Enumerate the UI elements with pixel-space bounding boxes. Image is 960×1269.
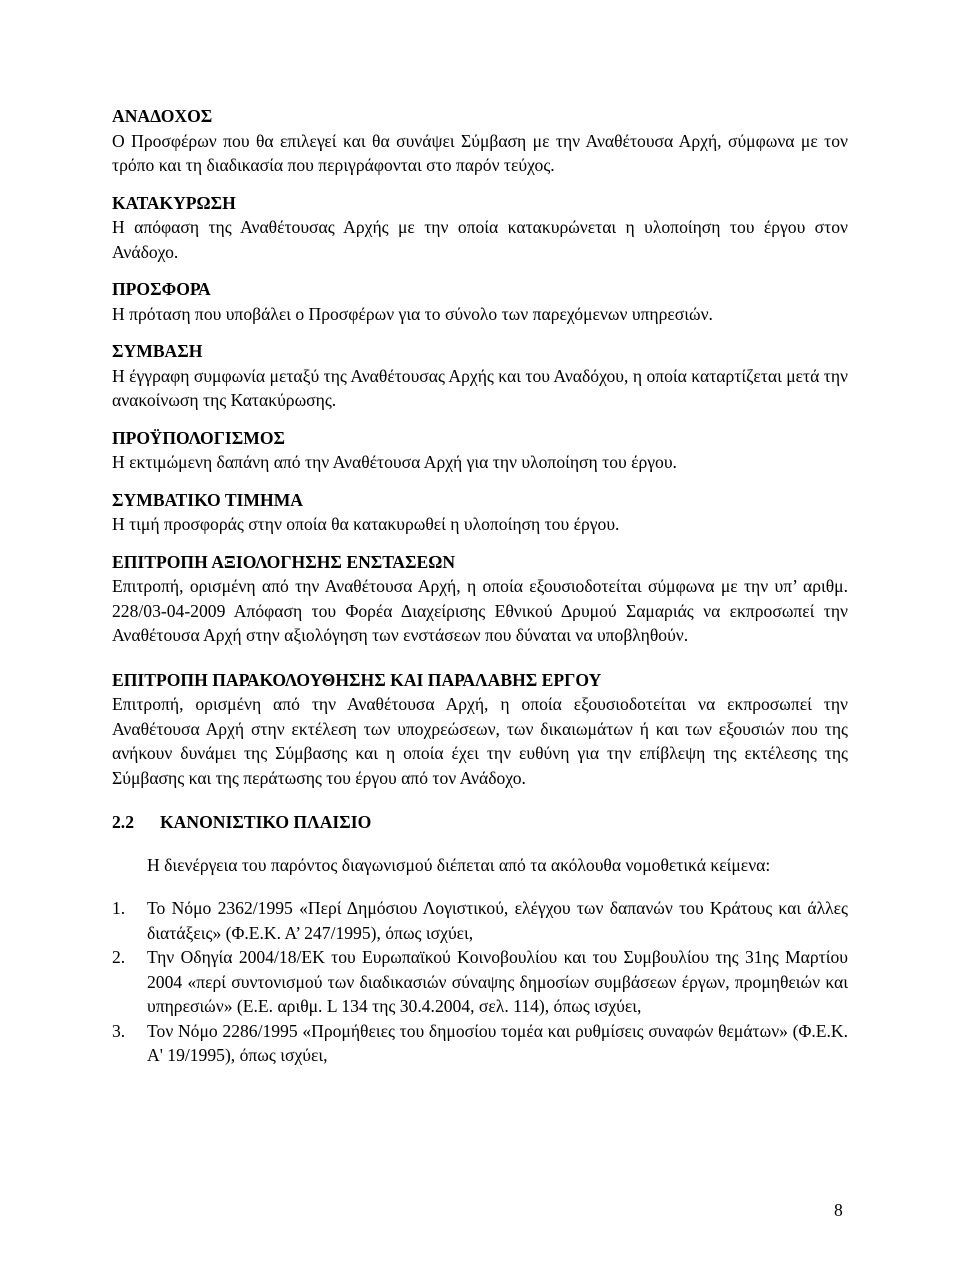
list-item-number: 1. [112,898,126,918]
definition-text: Η έγγραφη συμφωνία μεταξύ της Αναθέτουσας Αρχής και του Αναδόχου, η οποία καταρτίζεται μετά την ανακοίνωση της Κατακύρωσης. [112,365,848,410]
definition-term: ΠΡΟΫΠΟΛΟΓΙΣΜΟΣ [112,427,286,448]
definition-symvatiko-timima [112,488,848,537]
definition-text: Επιτροπή, ορισμένη από την Αναθέτουσα Αρχή, η οποία εξουσιοδοτείται σύμφωνα με την υπ’ αριθμ. 228/03-04-2009 Απόφαση του Φορέα Διαχείρισης Εθνικού Δρυμού Σαμαριάς να εκπροσωπεί την Αναθέτουσα Αρχή στην αξιολόγηση των ενστάσεων που δύναται να υποβληθούν. [112,576,848,645]
list-item [112,1019,848,1068]
list-item-text: Την Οδηγία 2004/18/ΕΚ του Ευρωπαϊκού Κοινοβουλίου και του Συμβουλίου της 31ης Μαρτίου 2004 «περί συντονισμού των διαδικασιών σύναψης δημοσίων συμβάσεων έργων, προμηθειών και υπηρεσιών» (Ε.Ε. αριθμ. L 134 της 30.4.2004, σελ. 114), όπως ισχύει, [147,947,848,1016]
definition-term: ΕΠΙΤΡΟΠΗ ΑΞΙΟΛΟΓΗΣΗΣ ΕΝΣΤΑΣΕΩΝ [112,551,456,572]
definition-text: Η εκτιμώμενη δαπάνη από την Αναθέτουσα Αρχή για την υλοποίηση του έργου. [112,452,677,472]
definition-term: ΑΝΑΔΟΧΟΣ [112,106,213,126]
definition-term: ΣΥΜΒΑΤΙΚΟ ΤΙΜΗΜΑ [112,489,304,510]
section-intro: Η διενέργεια του παρόντος διαγωνισμού διέπεται από τα ακόλουθα νομοθετικά κείμενα: [147,854,771,875]
definition-term: ΣΥΜΒΑΣΗ [112,341,203,361]
page-number: 8 [834,1200,843,1220]
definition-text: Η πρόταση που υποβάλει ο Προσφέρων για το σύνολο των παρεχόμενων υπηρεσιών. [112,303,713,324]
definition-text: Ο Προσφέρων που θα επιλεγεί και θα συνάψει Σύμβαση με την Αναθέτουσα Αρχή, σύμφωνα με τον τρόπο και τη διαδικασία που περιγράφονται στο παρόν τεύχος. [112,130,848,175]
definition-epitropi-axiologisis [112,550,848,648]
list-item-text: Τον Νόμο 2286/1995 «Προμήθειες του δημοσίου τομέα και ρυθμίσεις συναφών θεμάτων» (Φ.Ε.Κ. Α' 19/1995), όπως ισχύει, [147,1020,848,1065]
definition-text: Η απόφαση της Αναθέτουσας Αρχής με την οποία κατακυρώνεται η υλοποίηση του έργου στον Ανάδοχο. [112,217,848,262]
document-page [112,104,848,1068]
legislation-list [112,896,848,1068]
definition-epitropi-parakolouthisis [112,668,848,791]
definition-term: ΕΠΙΤΡΟΠΗ ΠΑΡΑΚΟΛΟΥΘΗΣΗΣ ΚΑΙ ΠΑΡΑΛΑΒΗΣ ΕΡΓΟΥ [112,669,602,690]
definition-text: Η τιμή προσφοράς στην οποία θα κατακυρωθεί η υλοποίηση του έργου. [112,514,620,534]
definition-term: ΠΡΟΣΦΟΡΑ [112,279,211,299]
list-item [112,945,848,1019]
section-number: 2.2 [112,812,134,832]
list-item-text: Το Νόμο 2362/1995 «Περί Δημόσιου Λογιστικού, ελέγχου των δαπανών του Κράτους και άλλες διατάξεις» (Φ.Ε.Κ. Α’ 247/1995), όπως ισχύει, [147,898,848,943]
definition-text: Επιτροπή, ορισμένη από την Αναθέτουσα Αρχή, η οποία εξουσιοδοτείται να εκπροσωπεί την Αναθέτουσα Αρχή στην εκτέλεση των υποχρεώσεων, των δικαιωμάτων ή και των εξουσιών που της ανήκουν δυνάμει της Σύμβασης και η οποία έχει την ευθύνη για την επίβλεψη της εκτέλεσης της Σύμβασης και της περάτωσης του έργου από τον Ανάδοχο. [112,694,848,788]
section-heading [112,810,848,835]
definition-symvasi [112,339,848,413]
list-item-number: 2. [112,947,126,967]
definition-proypologismos [112,426,848,475]
definition-katakyrosi [112,191,848,265]
definition-prosfora [112,277,848,326]
definition-anadoxos [112,104,848,178]
list-item-number: 3. [112,1020,126,1041]
definition-term: ΚΑΤΑΚΥΡΩΣΗ [112,192,236,213]
list-item [112,896,848,945]
section-title: ΚΑΝΟΝΙΣΤΙΚΟ ΠΛΑΙΣΙΟ [160,812,372,832]
